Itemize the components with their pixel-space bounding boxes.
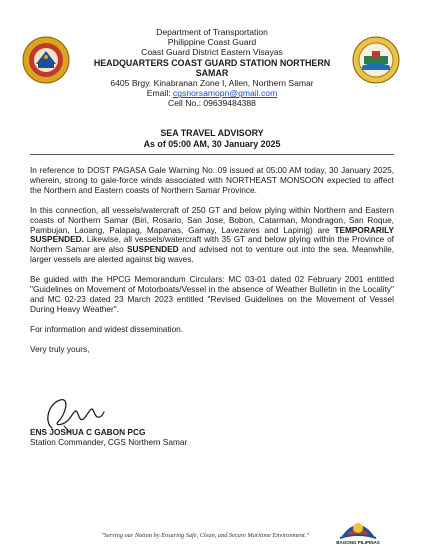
advisory-title-block — [40, 128, 384, 150]
department-name: Department of Transportation — [156, 27, 268, 37]
letterhead — [80, 27, 344, 109]
district-name: Coast Guard District Eastern Visayas — [141, 47, 283, 58]
email-link[interactable]: cgsnorsamopn@gmail.com — [173, 88, 278, 99]
signatory-position: Station Commander, CGS Northern Samar — [30, 437, 188, 447]
agency-name: Philippine Coast Guard — [167, 37, 257, 48]
suspension-text-1: In this connection, all vessels/watercraft of 250 GT and below plying within Northern and Eastern coasts of Northern Samar (Biri, Rosario, San Jose, Bobon, Catarman, Mondragon, San Roque, Pambujan, Laoang, Palapag, Mapanas, Gamay, Lavezares and Lapinig) are — [30, 204, 394, 235]
suspension-text-2: Likewise, all vessels/watercraft with 35 GT and below plying within the Province of Northern Samar are also — [30, 234, 394, 255]
suspension-text-3: and advised not to venture out into the sea. Meanwhile, larger vessels are alerted against big waves. — [30, 244, 395, 265]
bagong-pilipinas-label: BAGONG PILIPINAS — [336, 540, 380, 545]
cgs-northern-samar-seal-icon — [352, 36, 400, 84]
paragraph-dissemination: For information and widest dissemination. — [30, 323, 184, 334]
divider — [30, 154, 394, 155]
signatory-name: ENS JOSHUA C GABON PCG — [30, 427, 146, 437]
paragraph-guidelines: Be guided with the HPCG Memorandum Circulars: MC 03-01 dated 02 February 2001 entitled "Guidelines on Movement of Motorboats/Vessel in the absence of Weather Bulletin in the Locality" and MC 02-23 dated 23 March 2023 entitled "Revised Guidelines on the Movement of Vessel During Heavy Weather". — [30, 274, 394, 314]
closing: Very truly yours, — [30, 343, 90, 354]
signatory-block — [30, 427, 187, 447]
advisory-body — [30, 166, 394, 365]
suspension-emphasis-2: SUSPENDED — [127, 244, 179, 255]
email-line — [80, 88, 344, 98]
paragraph-reference: In reference to DOST PAGASA Gale Warning No. 09 issued at 05:00 AM today, 30 January 2025, wherein, strong to gale-force winds associated with NORTHEAST MONSOON expected to affect the Northern and Eastern coasts of Northern Samar Province. — [30, 165, 394, 195]
email-label: Email: — [146, 88, 173, 99]
advisory-title: SEA TRAVEL ADVISORY — [160, 128, 264, 138]
station-name: HEADQUARTERS COAST GUARD STATION NORTHERN SAMAR — [93, 57, 331, 78]
paragraph-suspension — [30, 206, 394, 265]
pcg-district-seal-icon — [22, 36, 70, 84]
cell-number: Cell No.: 09639484388 — [168, 98, 256, 109]
station-address: 6405 Brgy. Kinabranan Zone I, Allen, Northern Samar — [110, 78, 314, 89]
advisory-date: As of 05:00 AM, 30 January 2025 — [143, 138, 281, 149]
footer-motto: "Serving our Nation by Ensuring Safe, Clean, and Secure Maritime Environment." — [101, 532, 309, 539]
suspension-emphasis-1: TEMPORARILY SUSPENDED. — [30, 224, 394, 245]
